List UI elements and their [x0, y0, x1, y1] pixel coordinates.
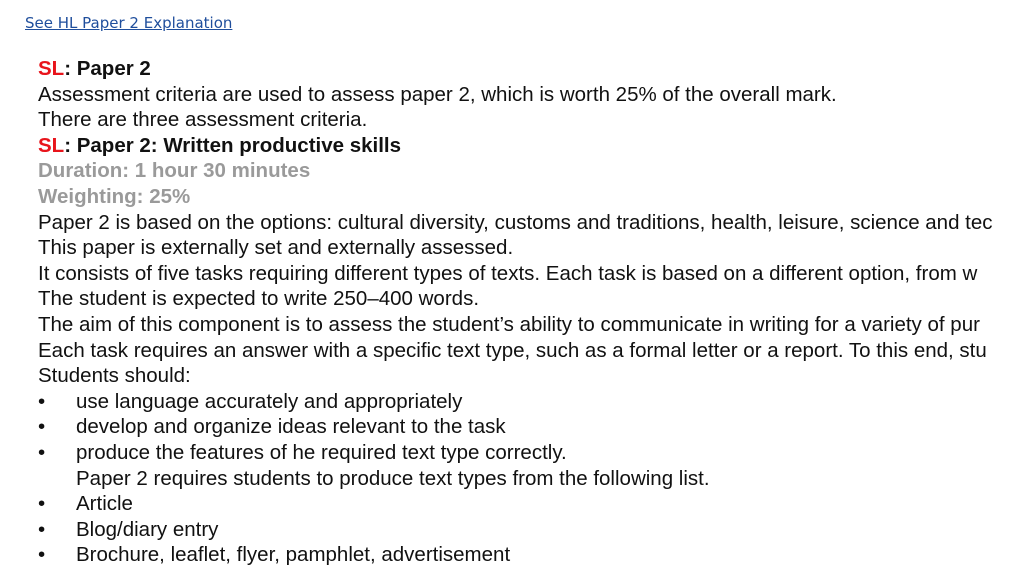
heading-sl-rest: : Paper 2 — [64, 57, 151, 80]
text-types-intro: Paper 2 requires students to produce text types from the following list. — [76, 466, 710, 490]
heading-sl-prefix: SL — [38, 57, 65, 80]
paragraph-line: The student is expected to write 250–400 words. — [38, 287, 480, 311]
weighting-text: Weighting: 25% — [38, 184, 191, 208]
heading-written-rest: : Paper 2: Written productive skills — [64, 133, 402, 157]
paragraph-line: It consists of five tasks requiring different types of texts. Each task is based on a different option, from w — [38, 261, 978, 285]
list-item-text: develop and organize ideas relevant to the task — [76, 415, 506, 439]
heading-written-prefix: SL — [38, 133, 65, 157]
heading-sl-paper2 — [38, 56, 1024, 82]
list-item-text: Article — [76, 492, 133, 516]
list-item — [38, 517, 1024, 543]
list-item — [38, 542, 1024, 568]
document-body — [38, 56, 1024, 568]
paragraph-line: Paper 2 is based on the options: cultural diversity, customs and traditions, health, leisure, science and tec — [38, 210, 993, 234]
three-criteria-text: There are three assessment criteria. — [38, 108, 368, 132]
paragraph-line: The aim of this component is to assess the student’s ability to communicate in writing for a variety of pur — [38, 312, 980, 336]
bullet-icon: • — [38, 415, 46, 439]
list-item — [38, 491, 1024, 517]
bullet-icon: • — [38, 492, 46, 516]
list-item-text: Brochure, leaflet, flyer, pamphlet, advertisement — [76, 543, 511, 567]
bullet-icon: • — [38, 517, 46, 541]
list-item — [38, 414, 1024, 440]
students-should-label: Students should: — [38, 364, 191, 388]
list-item — [38, 389, 1024, 415]
duration-text: Duration: 1 hour 30 minutes — [38, 159, 311, 183]
paragraph-line: Each task requires an answer with a specific text type, such as a formal letter or a report. To this end, stu — [38, 338, 987, 362]
assessment-criteria-text: Assessment criteria are used to assess paper 2, which is worth 25% of the overall mark. — [38, 82, 837, 106]
list-item — [38, 440, 1024, 466]
hl-paper2-explanation-link[interactable]: See HL Paper 2 Explanation — [25, 14, 233, 32]
bullet-icon: • — [38, 389, 46, 413]
paragraph-line: This paper is externally set and externally assessed. — [38, 236, 514, 260]
list-item-text: use language accurately and appropriately — [76, 389, 463, 413]
list-item-text: Blog/diary entry — [76, 517, 219, 541]
heading-written-skills — [38, 133, 1024, 159]
list-item-text: produce the features of he required text type correctly. — [76, 440, 567, 464]
bullet-icon: • — [38, 440, 46, 464]
bullet-icon: • — [38, 543, 46, 567]
